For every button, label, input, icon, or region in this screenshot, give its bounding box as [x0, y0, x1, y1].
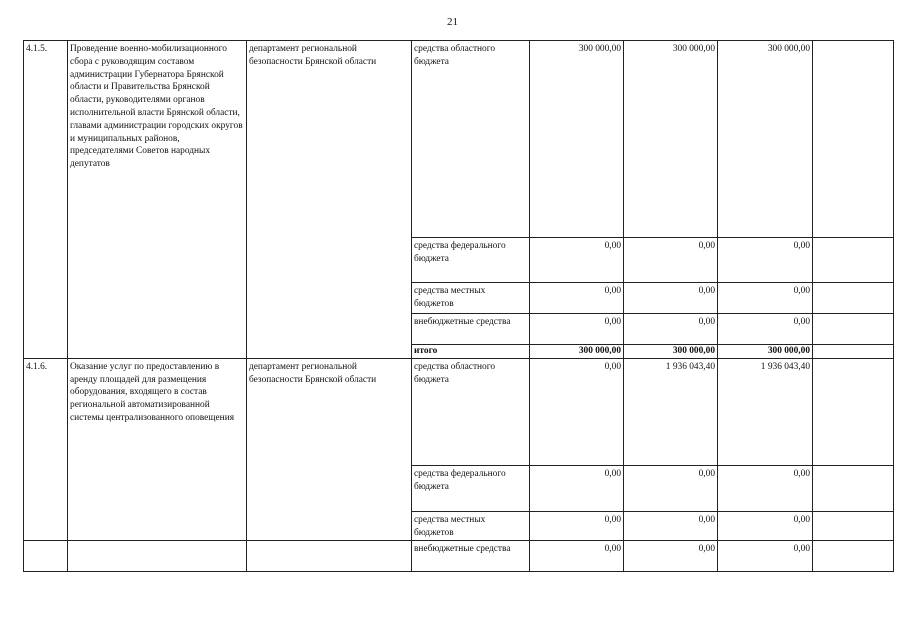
- table-row: [24, 41, 894, 238]
- program-table: [23, 40, 894, 572]
- funding-source: средства местных бюджетов: [412, 283, 530, 314]
- empty-cell: [813, 540, 894, 571]
- total-label: итого: [412, 345, 530, 359]
- empty-cell: [813, 345, 894, 359]
- page-number: 21: [447, 16, 458, 28]
- amount-year-1: 0,00: [530, 314, 624, 345]
- funding-source: внебюджетные средства: [412, 314, 530, 345]
- amount-year-3: 0,00: [718, 511, 813, 540]
- empty-cell: [813, 465, 894, 511]
- executor: департамент региональной безопасности Брянской области: [247, 358, 412, 540]
- funding-source: средства федерального бюджета: [412, 238, 530, 283]
- row-number: 4.1.5.: [24, 41, 68, 359]
- empty-cell: [813, 511, 894, 540]
- amount-year-3: 0,00: [718, 314, 813, 345]
- empty-cell: [813, 314, 894, 345]
- executor: департамент региональной безопасности Брянской области: [247, 41, 412, 359]
- amount-year-3: 1 936 043,40: [718, 358, 813, 465]
- row-number: 4.1.6.: [24, 358, 68, 540]
- amount-year-1: 0,00: [530, 358, 624, 465]
- amount-year-2: 0,00: [624, 238, 718, 283]
- amount-year-2: 0,00: [624, 465, 718, 511]
- funding-source: средства областного бюджета: [412, 358, 530, 465]
- amount-year-1: 0,00: [530, 283, 624, 314]
- funding-source: средства федерального бюджета: [412, 465, 530, 511]
- amount-year-2: 300 000,00: [624, 41, 718, 238]
- total-year-2: 300 000,00: [624, 345, 718, 359]
- total-year-1: 300 000,00: [530, 345, 624, 359]
- empty-cell: [813, 283, 894, 314]
- total-year-3: 300 000,00: [718, 345, 813, 359]
- amount-year-1: 300 000,00: [530, 41, 624, 238]
- funding-source: внебюджетные средства: [412, 540, 530, 571]
- funding-source: средства местных бюджетов: [412, 511, 530, 540]
- amount-year-3: 300 000,00: [718, 41, 813, 238]
- amount-year-1: 0,00: [530, 465, 624, 511]
- amount-year-2: 1 936 043,40: [624, 358, 718, 465]
- event-name: Оказание услуг по предоставлению в аренду площадей для размещения оборудования, входящего в состав региональной автоматизированной системы централизованного оповещения: [68, 358, 247, 540]
- amount-year-3: 0,00: [718, 465, 813, 511]
- amount-year-3: 0,00: [718, 238, 813, 283]
- amount-year-1: 0,00: [530, 511, 624, 540]
- amount-year-1: 0,00: [530, 238, 624, 283]
- amount-year-1: 0,00: [530, 540, 624, 571]
- amount-year-2: 0,00: [624, 283, 718, 314]
- event-name: Проведение военно-мобилизационного сбора с руководящим составом администрации Губернатора Брянской области и Правительства Брянской области, руководителями органов исполнительной власти Брянской области, главами администрации городских округов и муниципальных районов, председателями Советов народных депутатов: [68, 41, 247, 359]
- amount-year-2: 0,00: [624, 314, 718, 345]
- amount-year-3: 0,00: [718, 283, 813, 314]
- empty-cell: [68, 540, 247, 571]
- amount-year-3: 0,00: [718, 540, 813, 571]
- empty-cell: [813, 238, 894, 283]
- amount-year-2: 0,00: [624, 540, 718, 571]
- empty-cell: [813, 41, 894, 238]
- empty-cell: [813, 358, 894, 465]
- amount-year-2: 0,00: [624, 511, 718, 540]
- empty-cell: [24, 540, 68, 571]
- table-row: [24, 358, 894, 465]
- table-row: [24, 540, 894, 571]
- funding-source: средства областного бюджета: [412, 41, 530, 238]
- empty-cell: [247, 540, 412, 571]
